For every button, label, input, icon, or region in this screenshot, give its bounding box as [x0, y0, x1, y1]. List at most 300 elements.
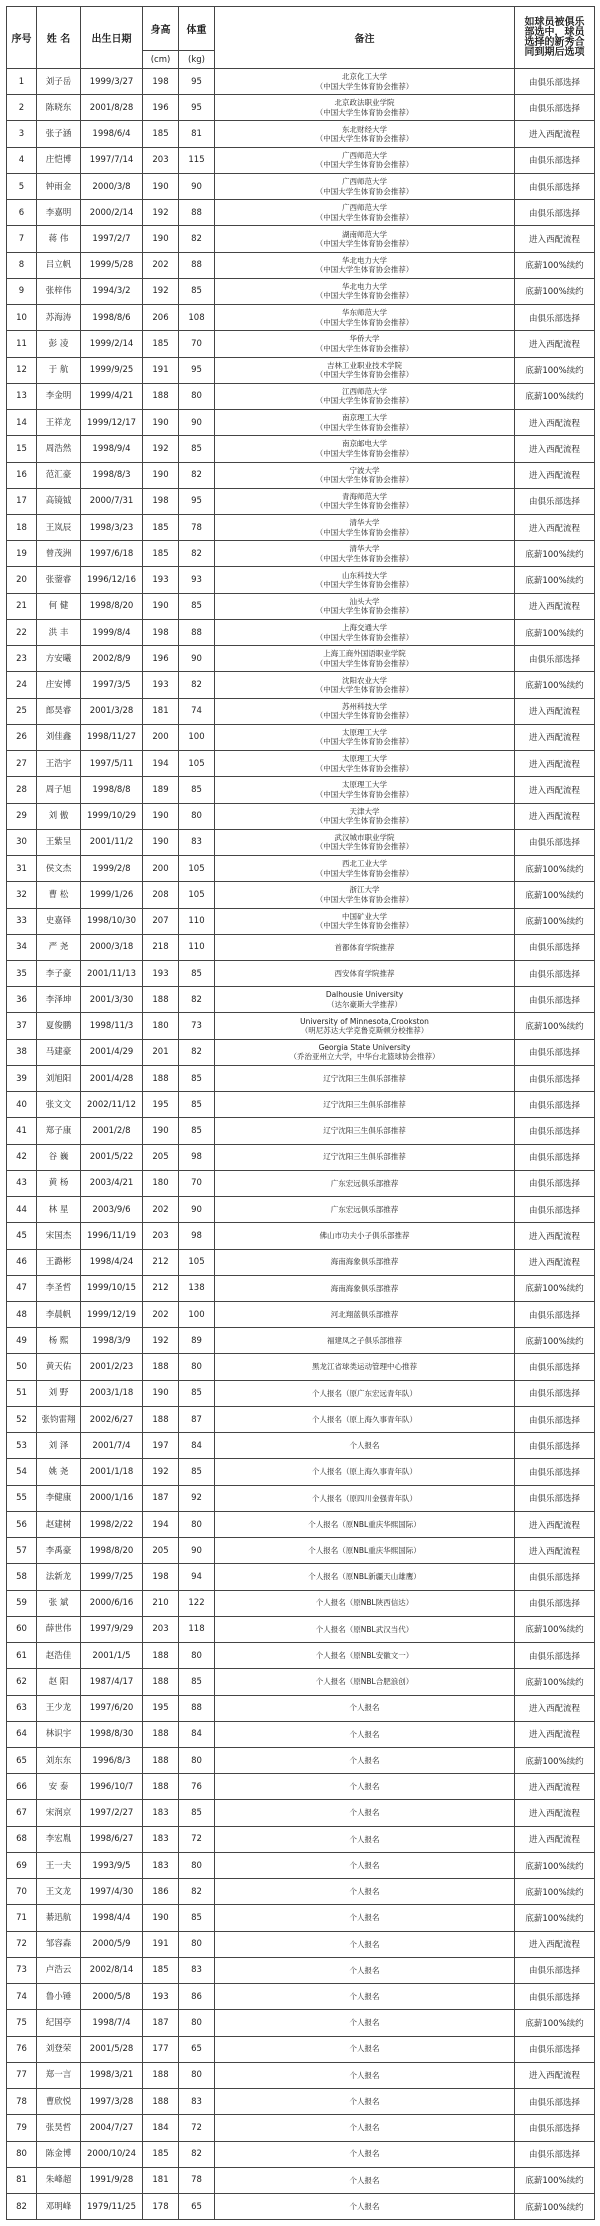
index-header: 序号 [7, 7, 37, 69]
index-cell: 58 [7, 1564, 37, 1590]
birth-cell: 1998/6/4 [81, 121, 143, 147]
note-line: Dalhousie University [325, 990, 404, 1000]
option-cell: 由俱乐部选择 [515, 1197, 595, 1223]
note-line: 太原理工大学 [342, 727, 387, 737]
note-line: （中国大学生体育协会推荐） [315, 921, 414, 931]
table-row [7, 2193, 595, 2219]
note-line: 上海交通大学 [342, 623, 387, 633]
option-cell: 进入西配流程 [515, 1695, 595, 1721]
name-cell: 苏海涛 [37, 305, 81, 331]
option-cell: 底薪100%续约 [515, 908, 595, 934]
table-row [7, 1800, 595, 1826]
table-row [7, 1433, 595, 1459]
index-cell: 80 [7, 2141, 37, 2167]
height-cell: 188 [143, 1354, 179, 1380]
index-cell: 71 [7, 1905, 37, 1931]
name-cell: 安 泰 [37, 1774, 81, 1800]
weight-cell: 100 [179, 724, 215, 750]
table-row [7, 357, 595, 383]
name-cell: 杨 熙 [37, 1328, 81, 1354]
index-cell: 82 [7, 2193, 37, 2219]
note-cell [215, 777, 515, 803]
note-cell [215, 95, 515, 121]
name-cell: 张钧雷翔 [37, 1406, 81, 1432]
name-cell: 张文文 [37, 1092, 81, 1118]
index-cell: 1 [7, 69, 37, 95]
weight-cell: 88 [179, 252, 215, 278]
note-cell [215, 1223, 515, 1249]
height-cell: 185 [143, 2141, 179, 2167]
option-cell: 底薪100%续约 [515, 2193, 595, 2219]
note-line: 个人报名 [349, 1782, 380, 1792]
height-cell: 195 [143, 1092, 179, 1118]
name-cell: 李嘉明 [37, 200, 81, 226]
height-cell: 183 [143, 1800, 179, 1826]
option-cell: 由俱乐部选择 [515, 2089, 595, 2115]
note-line: （达尔豪斯大学推荐） [327, 999, 402, 1009]
height-cell: 190 [143, 226, 179, 252]
note-line: 个人报名 [349, 1913, 380, 1923]
name-cell: 李泽坤 [37, 987, 81, 1013]
note-line: 个人报名 [349, 2123, 380, 2133]
option-cell: 进入西配流程 [515, 1511, 595, 1537]
height-cell: 210 [143, 1590, 179, 1616]
table-row [7, 1039, 595, 1065]
note-cell [215, 1538, 515, 1564]
height-cell: 192 [143, 1328, 179, 1354]
index-cell: 56 [7, 1511, 37, 1537]
index-cell: 23 [7, 646, 37, 672]
note-line: 河北翔蓝俱乐部推荐 [330, 1309, 399, 1319]
birth-cell: 2002/8/14 [81, 1957, 143, 1983]
note-line: 宁波大学 [349, 465, 380, 475]
table-row [7, 882, 595, 908]
weight-cell: 82 [179, 672, 215, 698]
height-cell: 180 [143, 1170, 179, 1196]
note-line: 黑龙江省球类运动管理中心推荐 [312, 1362, 417, 1372]
note-cell [215, 1170, 515, 1196]
height-cell: 218 [143, 934, 179, 960]
birth-cell: 1987/4/17 [81, 1669, 143, 1695]
height-cell: 178 [143, 2193, 179, 2219]
option-cell: 由俱乐部选择 [515, 934, 595, 960]
option-cell: 由俱乐部选择 [515, 1144, 595, 1170]
option-cell: 由俱乐部选择 [515, 173, 595, 199]
note-line: 个人报名 [349, 1834, 380, 1844]
height-cell: 185 [143, 1957, 179, 1983]
index-cell: 15 [7, 436, 37, 462]
note-line: （中国大学生体育协会推荐） [315, 186, 414, 196]
index-cell: 31 [7, 856, 37, 882]
note-cell [215, 672, 515, 698]
option-header [515, 7, 595, 69]
name-cell: 王少龙 [37, 1695, 81, 1721]
note-line: 辽宁沈阳三生俱乐部推荐 [323, 1152, 406, 1162]
note-line: （中国大学生体育协会推荐） [315, 632, 414, 642]
name-cell: 曾茂洲 [37, 541, 81, 567]
table-row [7, 724, 595, 750]
note-line: 广西师范大学 [342, 177, 387, 187]
weight-cell: 82 [179, 987, 215, 1013]
birth-cell: 1997/2/7 [81, 226, 143, 252]
table-row [7, 1669, 595, 1695]
birth-cell: 2000/3/18 [81, 934, 143, 960]
name-cell: 朱峰超 [37, 2167, 81, 2193]
birth-cell: 2002/11/12 [81, 1092, 143, 1118]
note-line: （中国大学生体育协会推荐） [315, 81, 414, 91]
note-line: 天津大学 [349, 806, 380, 816]
table-row [7, 698, 595, 724]
option-cell: 底薪100%续约 [515, 1669, 595, 1695]
birth-cell: 1997/3/5 [81, 672, 143, 698]
height-cell: 196 [143, 95, 179, 121]
table-row [7, 2115, 595, 2141]
option-cell: 进入西配流程 [515, 1249, 595, 1275]
name-cell: 曹 松 [37, 882, 81, 908]
birth-cell: 1999/8/4 [81, 619, 143, 645]
table-row [7, 1931, 595, 1957]
weight-cell: 95 [179, 488, 215, 514]
name-cell: 方安曦 [37, 646, 81, 672]
option-header-line: 同到期后选项 [524, 46, 585, 58]
height-cell: 187 [143, 2010, 179, 2036]
name-cell: 刘 泽 [37, 1433, 81, 1459]
birth-header: 出生日期 [81, 7, 143, 69]
name-cell: 张梓伟 [37, 278, 81, 304]
note-cell [215, 698, 515, 724]
table-row [7, 121, 595, 147]
note-line: （中国大学生体育协会推荐） [315, 606, 414, 616]
note-line: （中国大学生体育协会推荐） [315, 343, 414, 353]
table-row [7, 2036, 595, 2062]
birth-cell: 1998/2/22 [81, 1511, 143, 1537]
height-cell: 187 [143, 1485, 179, 1511]
weight-cell: 85 [179, 1800, 215, 1826]
note-cell [215, 1485, 515, 1511]
table-row [7, 1406, 595, 1432]
option-header-line: 选择的新秀合 [524, 36, 585, 48]
note-cell [215, 567, 515, 593]
weight-cell: 78 [179, 514, 215, 540]
option-cell: 由俱乐部选择 [515, 147, 595, 173]
name-cell: 张昊哲 [37, 2115, 81, 2141]
index-cell: 34 [7, 934, 37, 960]
name-cell: 王紫呈 [37, 829, 81, 855]
table-row [7, 1538, 595, 1564]
index-cell: 27 [7, 751, 37, 777]
index-cell: 21 [7, 593, 37, 619]
height-cell: 191 [143, 1931, 179, 1957]
weight-cell: 90 [179, 1197, 215, 1223]
height-cell: 200 [143, 856, 179, 882]
height-cell: 185 [143, 514, 179, 540]
note-line: 个人报名 [349, 1441, 380, 1451]
height-cell: 194 [143, 751, 179, 777]
name-cell: 刘 傲 [37, 803, 81, 829]
weight-cell: 80 [179, 1931, 215, 1957]
name-cell: 邹容森 [37, 1931, 81, 1957]
index-cell: 47 [7, 1275, 37, 1301]
table-row [7, 1826, 595, 1852]
note-line: 个人报名（原上海久事青年队） [312, 1414, 417, 1424]
birth-cell: 2001/7/4 [81, 1433, 143, 1459]
table-row [7, 1170, 595, 1196]
note-cell [215, 147, 515, 173]
birth-cell: 1999/5/28 [81, 252, 143, 278]
option-cell: 由俱乐部选择 [515, 200, 595, 226]
birth-cell: 1996/10/7 [81, 1774, 143, 1800]
weight-cell: 98 [179, 1144, 215, 1170]
option-cell: 由俱乐部选择 [515, 960, 595, 986]
note-line: 个人报名（原NBL重庆华熙国际） [308, 1545, 421, 1555]
birth-cell: 1998/8/20 [81, 593, 143, 619]
height-cell: 194 [143, 1511, 179, 1537]
name-cell: 彭 凌 [37, 331, 81, 357]
note-line: 海南海象俱乐部推荐 [330, 1283, 399, 1293]
note-cell [215, 1695, 515, 1721]
option-cell: 进入西配流程 [515, 1826, 595, 1852]
table-row [7, 1275, 595, 1301]
note-line: 上海工商外国语职业学院 [323, 649, 406, 659]
table-row [7, 1721, 595, 1747]
name-cell: 刘登荣 [37, 2036, 81, 2062]
table-row [7, 1748, 595, 1774]
birth-cell: 2001/3/28 [81, 698, 143, 724]
birth-cell: 1998/8/6 [81, 305, 143, 331]
note-line: （中国大学生体育协会推荐） [315, 448, 414, 458]
table-row [7, 95, 595, 121]
birth-cell: 1999/2/14 [81, 331, 143, 357]
option-cell: 底薪100%续约 [515, 252, 595, 278]
note-cell [215, 751, 515, 777]
birth-cell: 1999/9/25 [81, 357, 143, 383]
option-cell: 进入西配流程 [515, 698, 595, 724]
name-cell: 黄天佑 [37, 1354, 81, 1380]
note-cell [215, 436, 515, 462]
name-cell: 李金明 [37, 383, 81, 409]
birth-cell: 2000/10/24 [81, 2141, 143, 2167]
note-line: 佛山市功夫小子俱乐部推荐 [319, 1231, 410, 1241]
weight-cell: 80 [179, 1354, 215, 1380]
option-cell: 进入西配流程 [515, 226, 595, 252]
note-cell [215, 1905, 515, 1931]
weight-cell: 70 [179, 1170, 215, 1196]
birth-cell: 2001/5/22 [81, 1144, 143, 1170]
note-line: （中国大学生体育协会推荐） [315, 711, 414, 721]
option-cell: 由俱乐部选择 [515, 1380, 595, 1406]
index-cell: 37 [7, 1013, 37, 1039]
option-cell: 进入西配流程 [515, 121, 595, 147]
table-row [7, 1092, 595, 1118]
index-cell: 18 [7, 514, 37, 540]
table-row [7, 1354, 595, 1380]
weight-cell: 76 [179, 1774, 215, 1800]
birth-cell: 1997/6/20 [81, 1695, 143, 1721]
name-cell: 周浩然 [37, 436, 81, 462]
weight-cell: 90 [179, 410, 215, 436]
weight-cell: 65 [179, 2036, 215, 2062]
option-cell: 由俱乐部选择 [515, 1092, 595, 1118]
height-cell: 180 [143, 1013, 179, 1039]
note-line: 个人报名 [349, 1887, 380, 1897]
note-line: 个人报名（原NBL重庆华熙国际） [308, 1519, 421, 1529]
index-cell: 65 [7, 1748, 37, 1774]
index-cell: 74 [7, 1984, 37, 2010]
option-cell: 底薪100%续约 [515, 619, 595, 645]
name-cell: 李禹豪 [37, 1538, 81, 1564]
note-line: 个人报名 [349, 1965, 380, 1975]
option-cell: 底薪100%续约 [515, 2167, 595, 2193]
weight-cell: 80 [179, 1511, 215, 1537]
note-line: （中国大学生体育协会推荐） [315, 658, 414, 668]
weight-cell: 85 [179, 1380, 215, 1406]
weight-cell: 80 [179, 803, 215, 829]
note-line: 个人报名（原NBL安徽文一） [315, 1650, 414, 1660]
option-cell: 由俱乐部选择 [515, 987, 595, 1013]
note-cell [215, 619, 515, 645]
table-row [7, 1643, 595, 1669]
weight-cell: 88 [179, 200, 215, 226]
note-line: 个人报名 [349, 1991, 380, 2001]
note-line: （中国大学生体育协会推荐） [315, 763, 414, 773]
note-line: 个人报名（原NBL陕西信达） [315, 1598, 414, 1608]
height-cell: 193 [143, 672, 179, 698]
index-cell: 39 [7, 1065, 37, 1091]
option-cell: 底薪100%续约 [515, 541, 595, 567]
note-line: 北京化工大学 [342, 72, 387, 82]
table-row [7, 1118, 595, 1144]
weight-cell: 78 [179, 2167, 215, 2193]
height-cell: 185 [143, 331, 179, 357]
note-cell [215, 1984, 515, 2010]
birth-cell: 2001/1/18 [81, 1459, 143, 1485]
note-line: （中国大学生体育协会推荐） [315, 422, 414, 432]
table-row [7, 1197, 595, 1223]
table-row [7, 331, 595, 357]
index-cell: 51 [7, 1380, 37, 1406]
name-cell: 陈晓东 [37, 95, 81, 121]
note-line: 首都体育学院推荐 [334, 942, 395, 952]
name-cell: 王一夫 [37, 1852, 81, 1878]
table-row [7, 593, 595, 619]
note-cell [215, 1354, 515, 1380]
height-cell: 193 [143, 1984, 179, 2010]
note-cell [215, 1065, 515, 1091]
note-cell [215, 226, 515, 252]
table-row [7, 803, 595, 829]
birth-cell: 2003/1/18 [81, 1380, 143, 1406]
birth-cell: 2003/4/21 [81, 1170, 143, 1196]
index-cell: 32 [7, 882, 37, 908]
table-row [7, 514, 595, 540]
height-cell: 192 [143, 200, 179, 226]
index-cell: 17 [7, 488, 37, 514]
option-cell: 进入西配流程 [515, 1721, 595, 1747]
height-cell: 188 [143, 1748, 179, 1774]
table-row [7, 1852, 595, 1878]
name-cell: 李健康 [37, 1485, 81, 1511]
height-cell: 207 [143, 908, 179, 934]
table-row [7, 541, 595, 567]
name-cell: 刘 野 [37, 1380, 81, 1406]
note-cell [215, 173, 515, 199]
name-header: 姓 名 [37, 7, 81, 69]
weight-cell: 98 [179, 1223, 215, 1249]
note-line: 南京邮电大学 [342, 439, 387, 449]
name-cell: 史嘉铎 [37, 908, 81, 934]
note-cell [215, 1511, 515, 1537]
name-cell: 赵 阳 [37, 1669, 81, 1695]
height-cell: 192 [143, 1459, 179, 1485]
note-line: 海南海象俱乐部推荐 [330, 1257, 399, 1267]
name-cell: 何 健 [37, 593, 81, 619]
weight-cell: 86 [179, 1984, 215, 2010]
height-cell: 188 [143, 1065, 179, 1091]
option-cell: 由俱乐部选择 [515, 2115, 595, 2141]
index-cell: 46 [7, 1249, 37, 1275]
index-cell: 35 [7, 960, 37, 986]
table-row [7, 1695, 595, 1721]
option-cell: 由俱乐部选择 [515, 69, 595, 95]
height-cell: 188 [143, 383, 179, 409]
note-line: 湖南师范大学 [342, 229, 387, 239]
weight-cell: 105 [179, 882, 215, 908]
option-cell: 底薪100%续约 [515, 672, 595, 698]
name-cell: 卢浩云 [37, 1957, 81, 1983]
name-cell: 谷 巍 [37, 1144, 81, 1170]
birth-cell: 1997/9/29 [81, 1616, 143, 1642]
note-line: （中国大学生体育协会推荐） [315, 475, 414, 485]
height-cell: 186 [143, 1879, 179, 1905]
option-cell: 底薪100%续约 [515, 882, 595, 908]
birth-cell: 1998/3/23 [81, 514, 143, 540]
note-cell [215, 803, 515, 829]
name-cell: 陈金博 [37, 2141, 81, 2167]
weight-cell: 85 [179, 593, 215, 619]
name-cell: 王浩宇 [37, 751, 81, 777]
name-cell: 张蓥睿 [37, 567, 81, 593]
table-row [7, 252, 595, 278]
weight-cell: 84 [179, 1721, 215, 1747]
index-cell: 14 [7, 410, 37, 436]
weight-cell: 70 [179, 331, 215, 357]
option-cell: 由俱乐部选择 [515, 1564, 595, 1590]
height-cell: 203 [143, 1616, 179, 1642]
note-line: 个人报名 [349, 2175, 380, 2185]
birth-cell: 2004/7/27 [81, 2115, 143, 2141]
option-header-line: 部选中，球员 [524, 26, 585, 38]
weight-cell: 85 [179, 1905, 215, 1931]
birth-cell: 2001/4/28 [81, 1065, 143, 1091]
index-cell: 9 [7, 278, 37, 304]
table-row [7, 777, 595, 803]
index-cell: 61 [7, 1643, 37, 1669]
index-cell: 69 [7, 1852, 37, 1878]
weight-cell: 85 [179, 960, 215, 986]
weight-cell: 95 [179, 357, 215, 383]
note-line: 个人报名 [349, 1860, 380, 1870]
height-cell: 190 [143, 410, 179, 436]
weight-cell: 105 [179, 856, 215, 882]
birth-cell: 1991/9/28 [81, 2167, 143, 2193]
index-cell: 64 [7, 1721, 37, 1747]
name-cell: 高镜钺 [37, 488, 81, 514]
option-cell: 底薪100%续约 [515, 357, 595, 383]
note-cell [215, 1118, 515, 1144]
name-cell: 刘佳鑫 [37, 724, 81, 750]
note-line: （中国大学生体育协会推荐） [315, 239, 414, 249]
birth-cell: 1979/11/25 [81, 2193, 143, 2219]
